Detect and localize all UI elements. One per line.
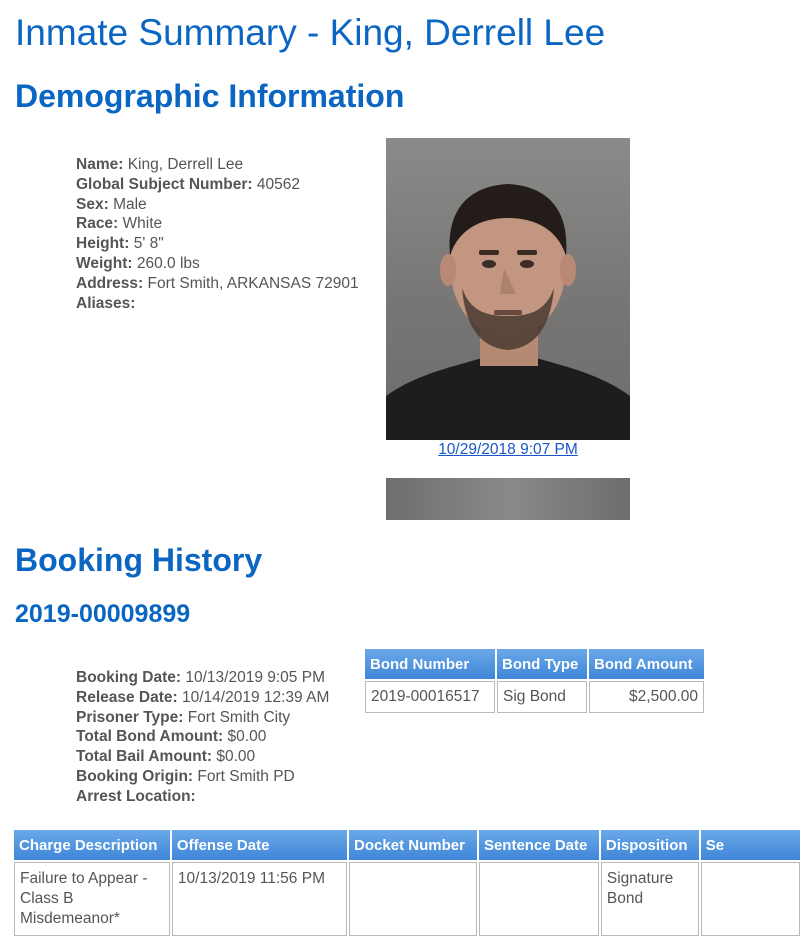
column-header-bond-amount: Bond Amount	[589, 649, 704, 679]
column-header-bond-number: Bond Number	[365, 649, 495, 679]
sentence-cell	[701, 862, 800, 936]
field-label: Aliases:	[76, 294, 136, 312]
column-header-sentence-date: Sentence Date	[479, 830, 599, 860]
disposition-cell: Signature Bond	[601, 862, 699, 936]
field-arrest-location	[76, 787, 329, 807]
field-label: Address:	[76, 274, 144, 292]
demographic-info	[76, 155, 359, 313]
field-label: Total Bond Amount:	[76, 728, 224, 746]
bond-table	[363, 647, 706, 715]
field-value: $0.00	[216, 748, 256, 766]
field-label: Sex:	[76, 195, 109, 213]
field-name	[76, 155, 359, 175]
field-value: Fort Smith PD	[197, 767, 295, 785]
offense-date-cell: 10/13/2019 11:56 PM	[172, 862, 347, 936]
field-booking-date	[76, 668, 329, 688]
person-silhouette-icon	[386, 138, 630, 440]
field-value: Male	[113, 195, 147, 213]
demographic-heading: Demographic Information	[15, 78, 405, 114]
field-weight	[76, 254, 359, 274]
field-label: Global Subject Number:	[76, 175, 253, 193]
column-header-sentence: Se	[701, 830, 800, 860]
column-header-docket-number: Docket Number	[349, 830, 477, 860]
field-label: Release Date:	[76, 688, 178, 706]
charges-table-container	[12, 828, 725, 938]
sentence-date-cell	[479, 862, 599, 936]
column-header-offense-date: Offense Date	[172, 830, 347, 860]
field-aliases	[76, 294, 359, 314]
field-total-bail-amount	[76, 747, 329, 767]
photo-thumbnail[interactable]	[386, 478, 630, 520]
field-total-bond-amount	[76, 727, 329, 747]
field-value: Fort Smith City	[187, 708, 291, 726]
column-header-charge-description: Charge Description	[14, 830, 170, 860]
booking-history-heading: Booking History	[15, 542, 263, 578]
field-address	[76, 274, 359, 294]
table-row	[365, 681, 704, 713]
column-header-bond-type: Bond Type	[497, 649, 587, 679]
bond-type-cell: Sig Bond	[497, 681, 587, 713]
field-sex	[76, 195, 359, 215]
mugshot-photo[interactable]	[386, 138, 630, 440]
field-label: Booking Date:	[76, 669, 182, 686]
field-label: Booking Origin:	[76, 767, 194, 785]
field-release-date	[76, 688, 329, 708]
field-label: Prisoner Type:	[76, 708, 184, 726]
charges-table	[12, 828, 802, 938]
field-label: Race:	[76, 215, 119, 233]
field-prisoner-type	[76, 708, 329, 728]
field-value: $0.00	[227, 728, 267, 746]
page-title: Inmate Summary - King, Derrell Lee	[15, 12, 606, 53]
field-value: King, Derrell Lee	[127, 156, 244, 173]
field-value: 10/14/2019 12:39 AM	[181, 688, 330, 706]
bond-amount-cell: $2,500.00	[589, 681, 704, 713]
field-label: Arrest Location:	[76, 787, 196, 805]
field-value: 5' 8"	[133, 235, 164, 253]
field-value: White	[122, 215, 163, 233]
field-height	[76, 234, 359, 254]
field-label: Total Bail Amount:	[76, 748, 213, 766]
photo-date-link[interactable]: 10/29/2018 9:07 PM	[438, 441, 578, 458]
field-global-subject-number	[76, 175, 359, 195]
field-value: 260.0 lbs	[136, 254, 200, 272]
column-header-disposition: Disposition	[601, 830, 699, 860]
field-race	[76, 214, 359, 234]
field-label: Height:	[76, 235, 130, 253]
field-value: 40562	[256, 175, 300, 193]
table-header-row	[14, 830, 800, 860]
booking-number-heading: 2019-00009899	[15, 600, 191, 628]
bond-number-cell: 2019-00016517	[365, 681, 495, 713]
booking-info	[76, 668, 329, 807]
docket-number-cell	[349, 862, 477, 936]
field-label: Name:	[76, 156, 124, 173]
field-value: 10/13/2019 9:05 PM	[185, 669, 325, 686]
table-header-row	[365, 649, 704, 679]
charge-description-cell: Failure to Appear - Class B Misdemeanor*	[14, 862, 170, 936]
table-row	[14, 862, 800, 936]
field-booking-origin	[76, 767, 329, 787]
field-value: Fort Smith, ARKANSAS 72901	[147, 274, 359, 292]
field-label: Weight:	[76, 254, 133, 272]
